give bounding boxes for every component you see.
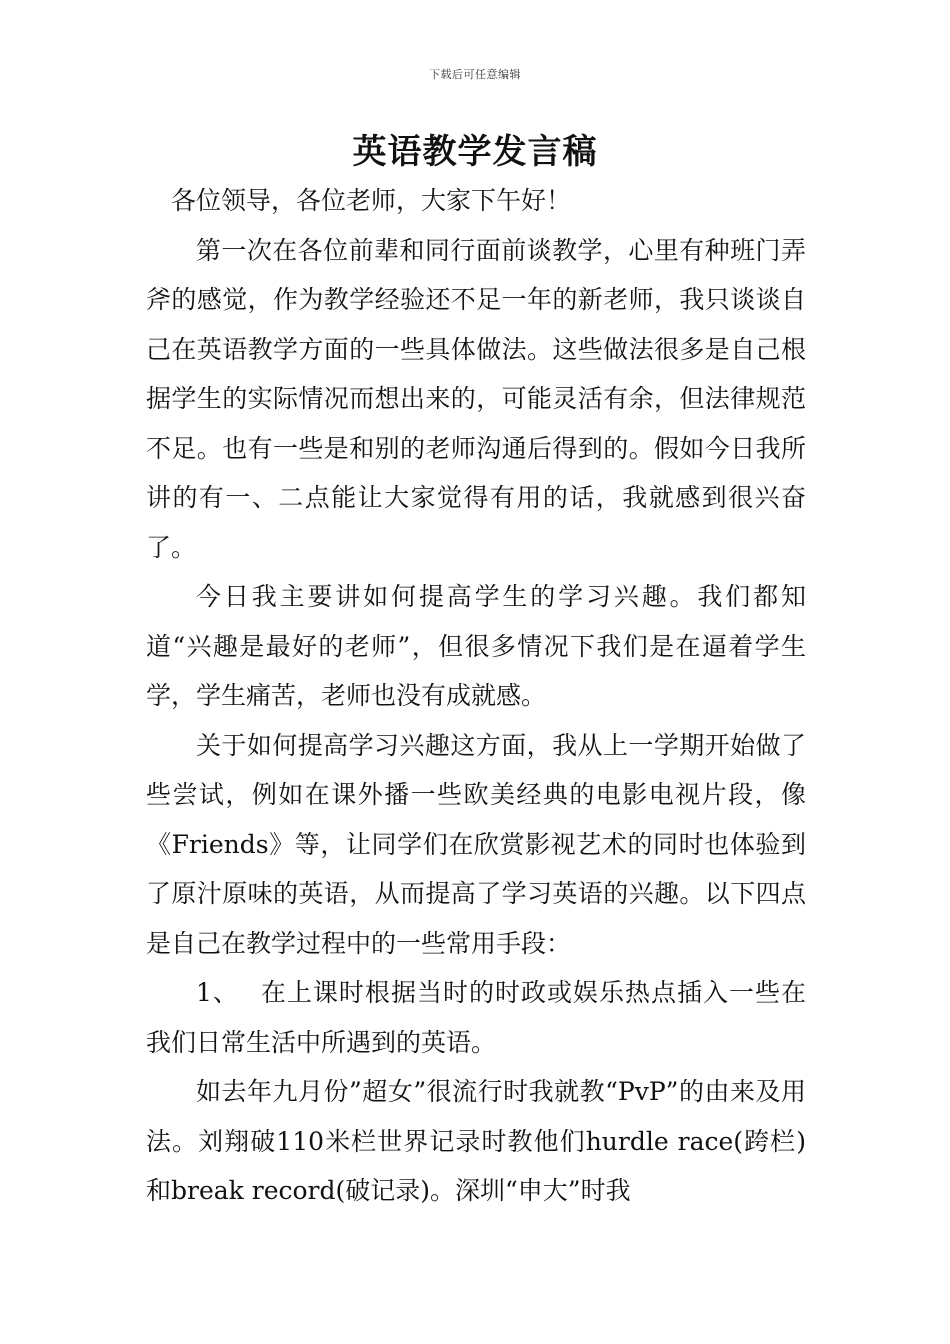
document-title: 英语教学发言稿 <box>352 132 598 172</box>
paragraph-example: 如去年九月份”超女”很流行时我就教“PvP”的由来及用法。刘翔破110米栏世界记录时教他们hurdle race(跨栏)和break record(破记录)。深圳“申大”时我 <box>146 1077 806 1205</box>
greeting-paragraph: 各位领导，各位老师，大家下午好！ <box>171 186 572 215</box>
paragraph-methods: 关于如何提高学习兴趣这方面，我从上一学期开始做了些尝试，例如在课外播一些欧美经典的电影电视片段，像《Friends》等，让同学们在欣赏影视艺术的同时也体验到了原汁原味的英语，从而提高了学习英语的兴趣。以下四点是自己在教学过程中的一些常用手段： <box>146 730 806 958</box>
paragraph-intro: 第一次在各位前辈和同行面前谈教学，心里有种班门弄斧的感觉，作为教学经验还不足一年的新老师，我只谈谈自己在英语教学方面的一些具体做法。这些做法很多是自己根据学生的实际情况而想出来的，可能灵活有余，但法律规范不足。也有一些是和别的老师沟通后得到的。假如今日我所讲的有一、二点能让大家觉得有用的话，我就感到很兴奋了。 <box>146 235 806 562</box>
document-body <box>146 176 806 1216</box>
list-item-1 <box>146 968 806 1067</box>
header-note: 下载后可任意编辑 <box>429 68 521 81</box>
list-item-text: 在上课时根据当时的时政或娱乐热点插入一些在我们日常生活中所遇到的英语。 <box>146 978 806 1057</box>
paragraph-interest: 今日我主要讲如何提高学生的学习兴趣。我们都知道“兴趣是最好的老师”，但很多情况下我们是在逼着学生学，学生痛苦，老师也没有成就感。 <box>146 582 806 710</box>
list-item-number: 1、 <box>196 978 239 1007</box>
